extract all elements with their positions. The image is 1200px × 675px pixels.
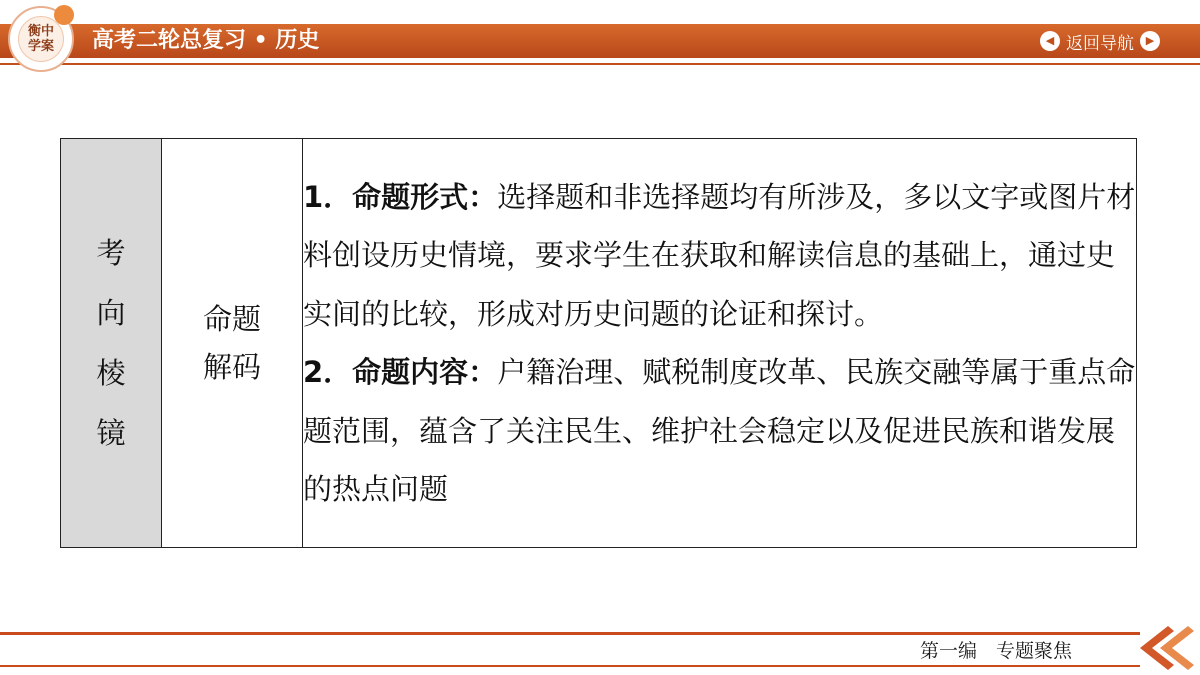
category-char: 向 — [96, 296, 126, 330]
sub-label-line: 解码 — [202, 350, 261, 384]
back-nav-label: 返回导航 — [1066, 33, 1134, 54]
item-label: 1．命题形式： — [303, 179, 498, 214]
page-title: 高考二轮总复习 • 历史 — [92, 28, 320, 53]
content-item-1 — [303, 168, 1136, 344]
sub-label-cell — [162, 139, 303, 548]
table-row — [61, 139, 1137, 548]
logo-dot — [54, 5, 74, 25]
footer-section-label: 第一编 专题聚焦 — [920, 640, 1073, 662]
header-divider — [0, 63, 1200, 65]
item-label: 2．命题内容： — [303, 355, 498, 389]
category-char: 棱 — [96, 356, 126, 390]
logo-text-top: 衡中 — [27, 24, 54, 39]
category-char: 镜 — [96, 416, 126, 450]
content-cell — [303, 139, 1137, 548]
content-item-2 — [303, 343, 1136, 519]
category-cell — [61, 139, 162, 548]
footer-divider-bottom — [0, 665, 1140, 667]
item-text: 户籍治理、赋税制度改革、民族交融等属于重点命题范围，蕴含了关注民生、维护社会稳定以及促进民族和谐发展的热点问题 — [303, 355, 1136, 506]
footer-divider-top — [0, 632, 1140, 635]
category-char: 考 — [96, 236, 126, 270]
back-nav-button[interactable] — [1040, 28, 1160, 54]
chevron-right-icon: ▶ — [1140, 31, 1160, 51]
info-table — [60, 138, 1137, 548]
chevron-left-icon: ◀ — [1040, 31, 1060, 51]
item-text: 选择题和非选择题均有所涉及，多以文字或图片材料创设历史情境，要求学生在获取和解读信息的基础上，通过史实间的比较，形成对历史问题的论证和探讨。 — [303, 179, 1136, 331]
double-chevron-left-icon[interactable] — [1134, 622, 1200, 674]
sub-label-line: 命题 — [202, 302, 261, 336]
logo-text-bottom: 学案 — [27, 39, 54, 54]
